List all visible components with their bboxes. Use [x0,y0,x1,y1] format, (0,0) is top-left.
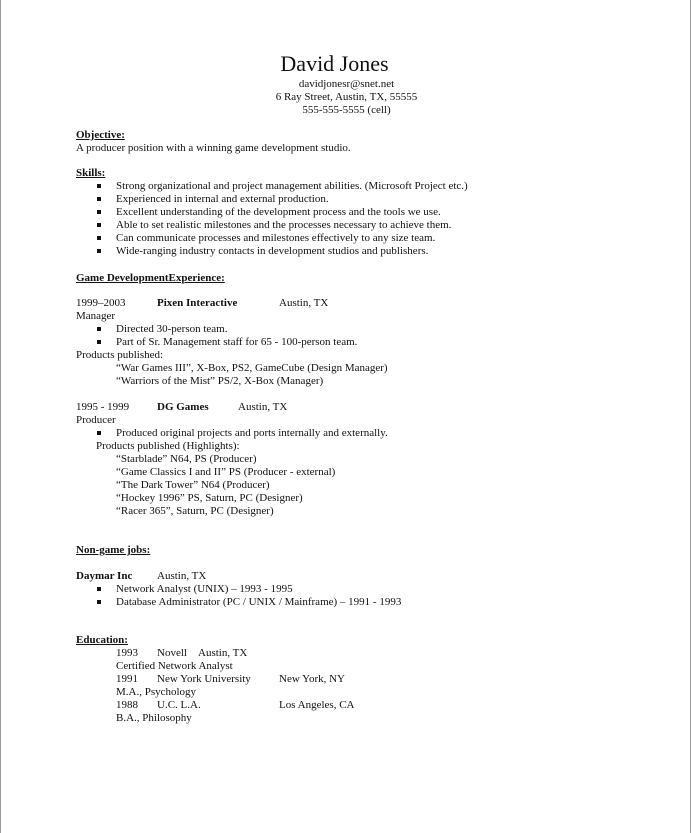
edu-degree: M.A., Psychology [116,686,197,698]
email: davidjonesr@snet.net [298,78,395,90]
product-item: “Game Classics I and II” PS (Producer - external) [116,466,336,478]
objective-text: A producer position with a winning game development studio. [76,142,351,154]
product-item: “Hockey 1996” PS, Saturn, PC (Designer) [116,492,303,504]
bullet-icon [97,236,101,240]
non-game-bullet: Network Analyst (UNIX) – 1993 - 1995 [116,583,293,595]
products-label: Products published (Highlights): [96,440,240,452]
objective-heading: Objective: [76,129,125,141]
bullet-icon [97,431,101,435]
job-bullet: Part of Sr. Management staff for 65 - 100-person team. [116,336,358,348]
skill-item: Strong organizational and project management abilities. (Microsoft Project etc.) [116,180,468,192]
job-company: Pixen Interactive [157,297,238,309]
skill-item: Excellent understanding of the development process and the tools we use. [116,206,441,218]
non-game-heading: Non-game jobs: [76,544,151,556]
education-heading: Education: [76,634,128,646]
skill-item: Experienced in internal and external production. [116,193,329,205]
job-dates: 1995 - 1999 [76,401,130,413]
non-game-location: Austin, TX [157,570,207,582]
bullet-icon [97,600,101,604]
products-label: Products published: [76,349,164,361]
edu-year: 1988 [116,699,138,711]
address: 6 Ray Street, Austin, TX, 55555 [275,91,418,103]
edu-year: 1991 [116,673,138,685]
edu-location: Los Angeles, CA [279,699,355,711]
job-dates: 1999–2003 [76,297,126,309]
product-item: “Warriors of the Mist” PS/2, X-Box (Manager) [116,375,324,387]
bullet-icon [97,210,101,214]
candidate-name: David Jones [280,51,389,76]
skill-item: Wide-ranging industry contacts in development studios and publishers. [116,245,429,257]
job-title: Manager [76,310,116,322]
non-game-company: Daymar Inc [76,570,133,582]
skill-item: Can communicate processes and milestones effectively to any size team. [116,232,436,244]
skill-item: Able to set realistic milestones and the processes necessary to achieve them. [116,219,452,231]
job-location: Austin, TX [279,297,329,309]
bullet-icon [97,327,101,331]
job-company: DG Games [157,401,209,413]
job-bullet: Directed 30-person team. [116,323,228,335]
job-location: Austin, TX [238,401,288,413]
product-item: “Starblade” N64, PS (Producer) [116,453,257,465]
bullet-icon [97,340,101,344]
edu-degree: B.A., Philosophy [116,712,192,724]
edu-location: Austin, TX [198,647,248,659]
game-experience-heading: Game DevelopmentExperience: [76,272,225,284]
product-item: “The Dark Tower” N64 (Producer) [116,479,270,491]
skills-heading: Skills: [76,167,106,179]
edu-school: U.C. L.A. [157,699,201,711]
bullet-icon [97,197,101,201]
edu-school: New York University [157,673,251,685]
job-bullet: Produced original projects and ports internally and externally. [116,427,388,439]
product-item: “War Games III”, X-Box, PS2, GameCube (Design Manager) [116,362,388,374]
edu-degree: Certified Network Analyst [116,660,233,672]
edu-year: 1993 [116,647,138,659]
job-title: Producer [76,414,116,426]
bullet-icon [97,249,101,253]
edu-location: New York, NY [279,673,346,685]
bullet-icon [97,587,101,591]
bullet-icon [97,223,101,227]
phone: 555-555-5555 (cell) [302,104,391,116]
product-item: “Racer 365”, Saturn, PC (Designer) [116,505,274,517]
bullet-icon [97,184,101,188]
non-game-bullet: Database Administrator (PC / UNIX / Mainframe) – 1991 - 1993 [116,596,402,608]
edu-school: Novell [157,647,187,659]
